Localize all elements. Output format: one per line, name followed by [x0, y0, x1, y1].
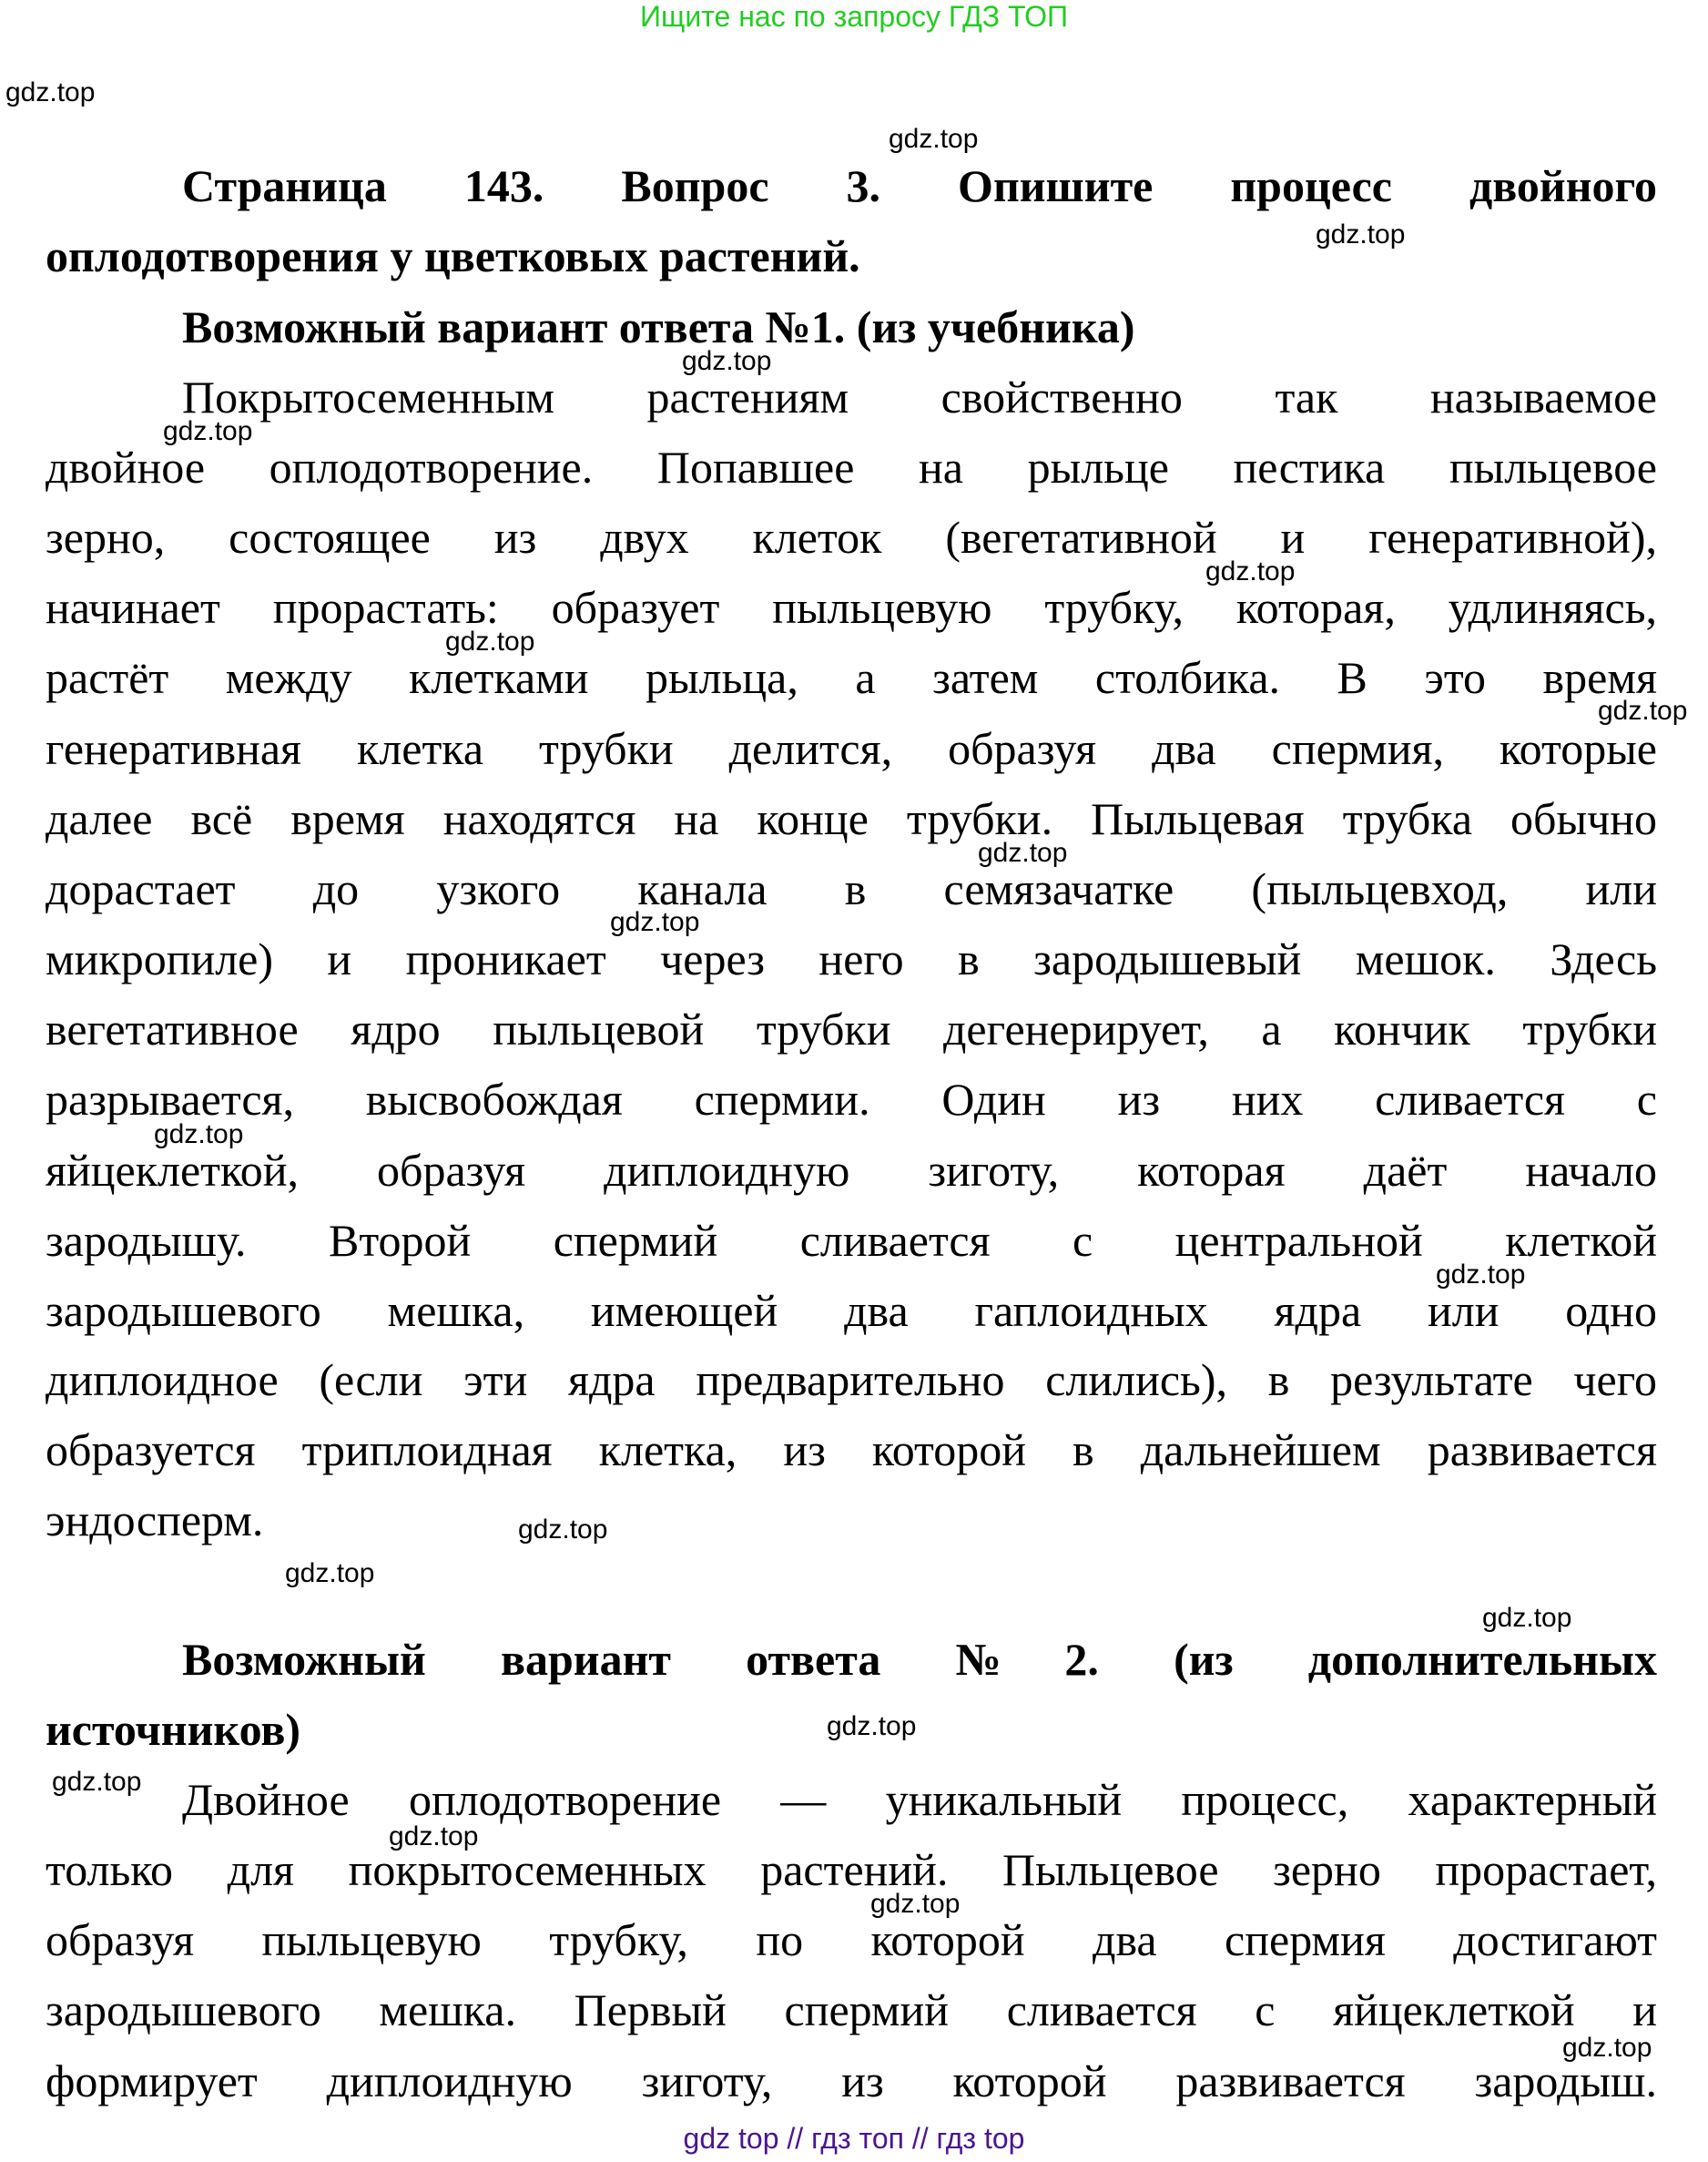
watermark-text: gdz.top [518, 1514, 608, 1545]
heading-line: Возможный вариант ответа №1. (из учебника) [182, 301, 1135, 352]
watermark-text: gdz.top [610, 907, 700, 937]
paragraph-line: разрывается, высвобождая спермии. Один из них сливается с [46, 1074, 1657, 1125]
watermark-text: gdz.top [389, 1821, 479, 1851]
heading-line: Страница 143. Вопрос 3. Опишите процесс двойного [182, 160, 1657, 211]
paragraph-line: начинает прорастать: образует пыльцевую трубку, которая, удлиняясь, [46, 582, 1657, 633]
paragraph-line: яйцеклеткой, образуя диплоидную зиготу, которая даёт начало [46, 1145, 1657, 1196]
paragraph-line: зародышевого мешка, имеющей два гаплоидных ядра или одно [46, 1285, 1657, 1336]
paragraph-line: далее всё время находятся на конце трубки. Пыльцевая трубка обычно [46, 793, 1657, 844]
watermark-text: gdz.top [1316, 219, 1406, 250]
watermark-text: gdz.top [285, 1558, 375, 1588]
watermark-text: gdz.top [154, 1119, 244, 1149]
heading-line: оплодотворения у цветковых растений. [46, 230, 860, 281]
watermark-text: gdz.top [889, 124, 979, 154]
watermark-text: gdz.top [1205, 556, 1296, 586]
watermark-text: gdz.top [163, 416, 253, 446]
paragraph-line: Покрытосеменным растениям свойственно так называемое [182, 372, 1657, 423]
paragraph-line: образуя пыльцевую трубку, по которой два спермия достигают [46, 1914, 1657, 1965]
paragraph-line: формирует диплоидную зиготу, из которой развивается зародыш. [46, 2055, 1657, 2106]
paragraph-line: Двойное оплодотворение — уникальный процесс, характерный [182, 1774, 1657, 1825]
paragraph-line: генеративная клетка трубки делится, образуя два спермия, которые [46, 723, 1657, 774]
paragraph-line: зародышу. Второй спермий сливается с центральной клеткой [46, 1215, 1657, 1266]
watermark-text: gdz.top [870, 1889, 961, 1919]
paragraph-line: эндосперм. [46, 1494, 264, 1545]
watermark-text: gdz.top [5, 77, 96, 107]
paragraph-line: растёт между клетками рыльца, а затем столбика. В это время [46, 652, 1657, 703]
watermark-text: gdz.top [1598, 696, 1688, 726]
watermark-text: gdz.top [1562, 2033, 1652, 2063]
paragraph-line: микропиле) и проникает через него в зародышевый мешок. Здесь [46, 933, 1657, 984]
watermark-text: gdz.top [827, 1711, 917, 1741]
paragraph-line: зародышевого мешка. Первый спермий сливается с яйцеклеткой и [46, 1984, 1657, 2035]
watermark-text: gdz.top [978, 838, 1068, 868]
heading-line: Возможный вариант ответа №2. (из дополнительных [182, 1634, 1657, 1685]
watermark-text: gdz.top [445, 627, 535, 657]
footer-links[interactable]: gdz top // гдз топ // гдз top [683, 2122, 1025, 2155]
heading-line: источников) [46, 1704, 300, 1755]
watermark-text: gdz.top [1436, 1259, 1526, 1290]
paragraph-line: вегетативное ядро пыльцевой трубки дегенерирует, а кончик трубки [46, 1004, 1657, 1055]
search-banner[interactable]: Ищите нас по запросу ГДЗ ТОП [640, 0, 1068, 33]
paragraph-line: зерно, состоящее из двух клеток (вегетативной и генеративной), [46, 512, 1657, 563]
watermark-text: gdz.top [682, 346, 772, 376]
paragraph-line: дорастает до узкого канала в семязачатке (пыльцевход, или [46, 863, 1657, 914]
paragraph-line: образуется триплоидная клетка, из которой в дальнейшем развивается [46, 1424, 1657, 1475]
paragraph-line: диплоидное (если эти ядра предварительно слились), в результате чего [46, 1354, 1657, 1405]
watermark-text: gdz.top [52, 1767, 142, 1797]
watermark-text: gdz.top [1482, 1603, 1572, 1633]
paragraph-line: только для покрытосеменных растений. Пыльцевое зерно прорастает, [46, 1844, 1657, 1895]
paragraph-line: двойное оплодотворение. Попавшее на рыльце пестика пыльцевое [46, 442, 1657, 493]
